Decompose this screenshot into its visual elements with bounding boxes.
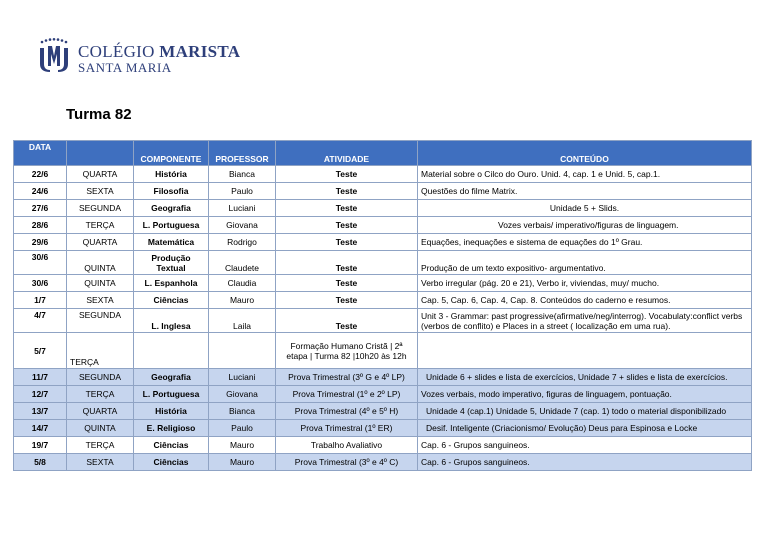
cell-activity: Prova Trimestral (3º e 4º C) bbox=[276, 454, 418, 471]
cell-date: 11/7 bbox=[14, 369, 67, 386]
school-logo bbox=[34, 36, 241, 80]
cell-teacher: Mauro bbox=[209, 292, 276, 309]
cell-content bbox=[418, 333, 752, 369]
cell-activity: Prova Trimestral (1º ER) bbox=[276, 420, 418, 437]
cell-teacher: Luciani bbox=[209, 369, 276, 386]
cell-weekday: QUARTA bbox=[67, 166, 134, 183]
header-date: DATA bbox=[14, 141, 67, 166]
cell-date: 24/6 bbox=[14, 183, 67, 200]
cell-teacher: Bianca bbox=[209, 166, 276, 183]
cell-content: Cap. 6 - Grupos sanguineos. bbox=[418, 454, 752, 471]
cell-activity: Teste bbox=[276, 183, 418, 200]
marist-crest-icon bbox=[34, 36, 74, 76]
table-row bbox=[14, 217, 752, 234]
cell-component: Geografia bbox=[134, 200, 209, 217]
cell-date: 5/7 bbox=[14, 333, 67, 369]
table-row bbox=[14, 309, 752, 333]
cell-weekday: SEGUNDA bbox=[67, 369, 134, 386]
table-row bbox=[14, 292, 752, 309]
cell-content: Questões do filme Matrix. bbox=[418, 183, 752, 200]
table-header-row bbox=[14, 141, 752, 166]
table-row bbox=[14, 183, 752, 200]
cell-component: E. Religioso bbox=[134, 420, 209, 437]
header-component: COMPONENTE bbox=[134, 141, 209, 166]
cell-component: Ciências bbox=[134, 454, 209, 471]
cell-component: Filosofia bbox=[134, 183, 209, 200]
table-row bbox=[14, 369, 752, 386]
cell-weekday: SEGUNDA bbox=[67, 200, 134, 217]
cell-component: História bbox=[134, 403, 209, 420]
cell-teacher: Bianca bbox=[209, 403, 276, 420]
header-weekday bbox=[67, 141, 134, 166]
cell-content: Unidade 6 + slides e lista de exercícios, Unidade 7 + slides e lista de exercícios. bbox=[418, 369, 752, 386]
cell-component: História bbox=[134, 166, 209, 183]
table-row bbox=[14, 251, 752, 275]
cell-date: 1/7 bbox=[14, 292, 67, 309]
cell-weekday: TERÇA bbox=[67, 217, 134, 234]
table-row bbox=[14, 200, 752, 217]
cell-date: 28/6 bbox=[14, 217, 67, 234]
cell-weekday: SEXTA bbox=[67, 454, 134, 471]
table-row bbox=[14, 275, 752, 292]
cell-activity: Teste bbox=[276, 251, 418, 275]
cell-activity: Prova Trimestral (4º e 5º H) bbox=[276, 403, 418, 420]
cell-content: Vozes verbais/ imperativo/figuras de linguagem. bbox=[418, 217, 752, 234]
cell-teacher: Laila bbox=[209, 309, 276, 333]
header-activity: ATIVIDADE bbox=[276, 141, 418, 166]
cell-date: 13/7 bbox=[14, 403, 67, 420]
cell-teacher: Mauro bbox=[209, 437, 276, 454]
cell-teacher: Paulo bbox=[209, 420, 276, 437]
cell-activity: Prova Trimestral (1º e 2º LP) bbox=[276, 386, 418, 403]
cell-date: 22/6 bbox=[14, 166, 67, 183]
cell-date: 30/6 bbox=[14, 275, 67, 292]
schedule-table bbox=[13, 140, 752, 471]
cell-weekday: QUARTA bbox=[67, 403, 134, 420]
cell-date: 12/7 bbox=[14, 386, 67, 403]
cell-content: Material sobre o Cilco do Ouro. Unid. 4, cap. 1 e Unid. 5, cap.1. bbox=[418, 166, 752, 183]
cell-content: Unidade 4 (cap.1) Unidade 5, Unidade 7 (cap. 1) todo o material disponibilizado bbox=[418, 403, 752, 420]
cell-content: Verbo irregular (pág. 20 e 21), Verbo ir, viviendas, muy/ mucho. bbox=[418, 275, 752, 292]
school-name: COLÉGIO MARISTA bbox=[78, 42, 241, 61]
table-row bbox=[14, 234, 752, 251]
cell-activity: Prova Trimestral (3º G e 4º LP) bbox=[276, 369, 418, 386]
cell-teacher: Giovana bbox=[209, 217, 276, 234]
cell-content: Desif. Inteligente (Criacionismo/ Evolução) Deus para Espinosa e Locke bbox=[418, 420, 752, 437]
cell-weekday: SEXTA bbox=[67, 292, 134, 309]
cell-content: Equações, inequações e sistema de equações do 1º Grau. bbox=[418, 234, 752, 251]
cell-activity: Teste bbox=[276, 292, 418, 309]
cell-teacher: Luciani bbox=[209, 200, 276, 217]
table-row bbox=[14, 403, 752, 420]
cell-weekday: TERÇA bbox=[67, 437, 134, 454]
table-row bbox=[14, 420, 752, 437]
header-content: CONTEÚDO bbox=[418, 141, 752, 166]
table-row bbox=[14, 333, 752, 369]
cell-component: Ciências bbox=[134, 437, 209, 454]
cell-date: 5/8 bbox=[14, 454, 67, 471]
cell-activity: Teste bbox=[276, 275, 418, 292]
cell-component: Matemática bbox=[134, 234, 209, 251]
cell-weekday: TERÇA bbox=[67, 386, 134, 403]
cell-component: Ciências bbox=[134, 292, 209, 309]
page-title: Turma 82 bbox=[66, 106, 132, 123]
cell-weekday: TERÇA bbox=[67, 333, 134, 369]
cell-component: L. Portuguesa bbox=[134, 386, 209, 403]
cell-activity: Teste bbox=[276, 200, 418, 217]
cell-date: 19/7 bbox=[14, 437, 67, 454]
cell-content: Unit 3 - Grammar: past progressive(afirmative/neg/interrog). Vocabulaty:conflict verbs (verbos de conflito) e Places in a street ( localização em uma rua). bbox=[418, 309, 752, 333]
cell-teacher: Mauro bbox=[209, 454, 276, 471]
cell-activity: Formação Humano Cristã | 2ª etapa | Turma 82 |10h20 às 12h bbox=[276, 333, 418, 369]
cell-component: L. Inglesa bbox=[134, 309, 209, 333]
cell-content: Cap. 6 - Grupos sanguineos. bbox=[418, 437, 752, 454]
cell-content: Produção de um texto expositivo- argumentativo. bbox=[418, 251, 752, 275]
cell-content: Cap. 5, Cap. 6, Cap. 4, Cap. 8. Conteúdos do caderno e resumos. bbox=[418, 292, 752, 309]
table-row bbox=[14, 454, 752, 471]
cell-date: 27/6 bbox=[14, 200, 67, 217]
table-row bbox=[14, 166, 752, 183]
cell-teacher: Claudia bbox=[209, 275, 276, 292]
cell-teacher: Giovana bbox=[209, 386, 276, 403]
cell-component bbox=[134, 333, 209, 369]
table-row bbox=[14, 386, 752, 403]
cell-activity: Trabalho Avaliativo bbox=[276, 437, 418, 454]
cell-date: 29/6 bbox=[14, 234, 67, 251]
cell-activity: Teste bbox=[276, 217, 418, 234]
cell-activity: Teste bbox=[276, 309, 418, 333]
cell-weekday: QUINTA bbox=[67, 420, 134, 437]
cell-date: 4/7 bbox=[14, 309, 67, 333]
cell-component: L. Portuguesa bbox=[134, 217, 209, 234]
cell-component: Produção Textual bbox=[134, 251, 209, 275]
cell-weekday: SEGUNDA bbox=[67, 309, 134, 333]
cell-component: L. Espanhola bbox=[134, 275, 209, 292]
cell-teacher: Claudete bbox=[209, 251, 276, 275]
cell-teacher: Paulo bbox=[209, 183, 276, 200]
cell-content: Unidade 5 + Slids. bbox=[418, 200, 752, 217]
cell-content: Vozes verbais, modo imperativo, figuras de linguagem, pontuação. bbox=[418, 386, 752, 403]
cell-weekday: QUINTA bbox=[67, 275, 134, 292]
cell-activity: Teste bbox=[276, 234, 418, 251]
cell-component: Geografia bbox=[134, 369, 209, 386]
cell-teacher bbox=[209, 333, 276, 369]
cell-date: 14/7 bbox=[14, 420, 67, 437]
cell-weekday: SEXTA bbox=[67, 183, 134, 200]
cell-date: 30/6 bbox=[14, 251, 67, 275]
cell-weekday: QUARTA bbox=[67, 234, 134, 251]
table-row bbox=[14, 437, 752, 454]
header-teacher: PROFESSOR bbox=[209, 141, 276, 166]
cell-teacher: Rodrigo bbox=[209, 234, 276, 251]
cell-weekday: QUINTA bbox=[67, 251, 134, 275]
cell-activity: Teste bbox=[276, 166, 418, 183]
school-subtitle: SANTA MARIA bbox=[78, 60, 172, 75]
